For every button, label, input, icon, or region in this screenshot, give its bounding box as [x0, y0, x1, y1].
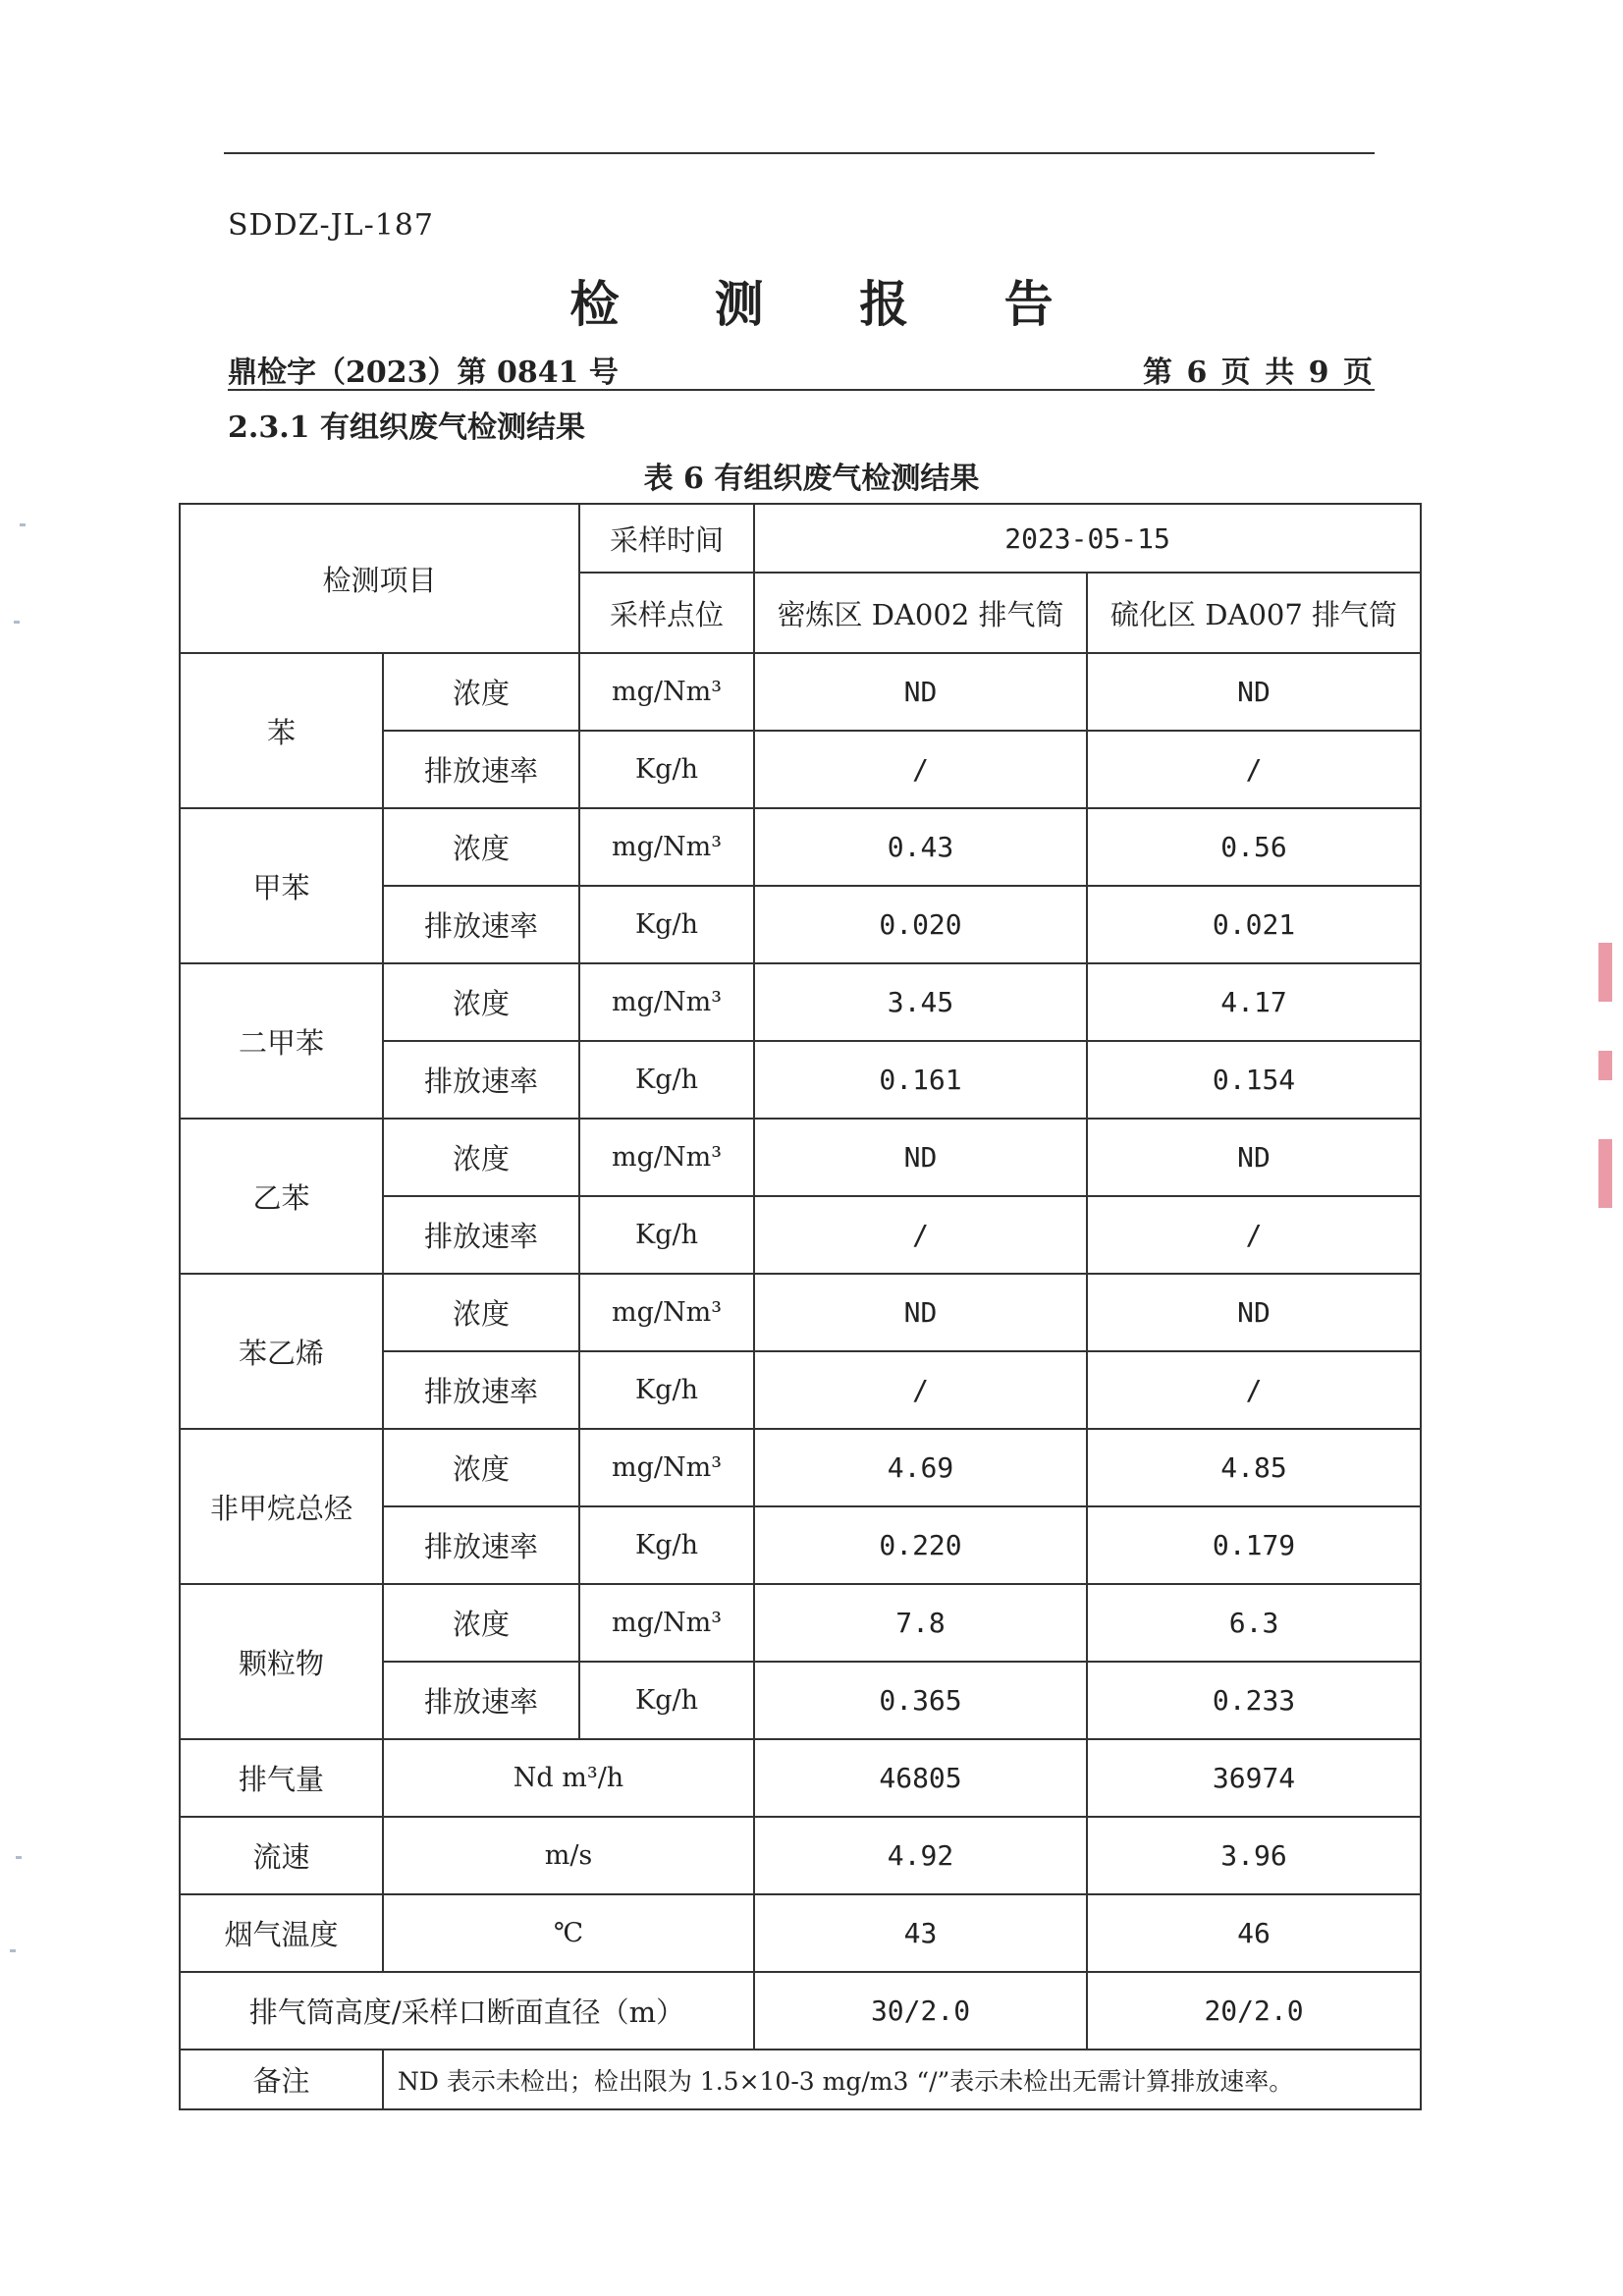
document-title: 检 测 报 告	[569, 275, 1093, 333]
pollutant-name: 二甲苯	[180, 963, 383, 1119]
page-indicator: 第 6 页 共 9 页	[1143, 355, 1375, 390]
unit-cell: mg/Nm³	[579, 963, 754, 1041]
value-cell: 20/2.0	[1087, 1972, 1421, 2050]
value-cell: /	[754, 731, 1087, 808]
pollutant-name: 非甲烷总烃	[180, 1429, 383, 1584]
metric-label: 浓度	[383, 808, 579, 886]
unit-cell: m/s	[383, 1817, 754, 1894]
value-cell: ND	[1087, 1119, 1421, 1196]
value-cell: 4.69	[754, 1429, 1087, 1506]
unit-cell: mg/Nm³	[579, 1584, 754, 1662]
value-cell: 0.56	[1087, 808, 1421, 886]
table-row	[180, 2050, 1421, 2109]
unit-cell: mg/Nm³	[579, 1119, 754, 1196]
unit-cell: Kg/h	[579, 1506, 754, 1584]
table-row	[180, 1274, 1421, 1351]
value-cell: 0.179	[1087, 1506, 1421, 1584]
value-cell: 0.021	[1087, 886, 1421, 963]
param-name: 排气量	[180, 1739, 383, 1817]
value-cell: ND	[1087, 1274, 1421, 1351]
pollutant-name: 苯	[180, 653, 383, 808]
value-cell: 6.3	[1087, 1584, 1421, 1662]
value-cell: 4.17	[1087, 963, 1421, 1041]
reference-number: 鼎检字（2023）第 0841 号	[228, 355, 619, 390]
value-cell: ND	[1087, 653, 1421, 731]
unit-cell: Kg/h	[579, 1041, 754, 1119]
scan-speck	[10, 1949, 16, 1952]
table-row	[180, 1972, 1421, 2050]
table-row	[180, 1817, 1421, 1894]
value-cell: 3.45	[754, 963, 1087, 1041]
header-rule	[224, 152, 1375, 154]
sampling-point-1: 密炼区 DA002 排气筒	[754, 573, 1087, 653]
stamp-fragment	[1598, 1051, 1612, 1080]
value-cell: ND	[754, 1119, 1087, 1196]
item-header: 检测项目	[180, 504, 579, 653]
metric-label: 排放速率	[383, 1196, 579, 1274]
value-cell: 3.96	[1087, 1817, 1421, 1894]
value-cell: 0.43	[754, 808, 1087, 886]
unit-cell: Nd m³/h	[383, 1739, 754, 1817]
value-cell: /	[1087, 1196, 1421, 1274]
metric-label: 排放速率	[383, 1041, 579, 1119]
table-row	[180, 808, 1421, 886]
table-row	[180, 653, 1421, 731]
metric-label: 浓度	[383, 1274, 579, 1351]
param-name: 烟气温度	[180, 1894, 383, 1972]
unit-cell: Kg/h	[579, 731, 754, 808]
value-cell: 46805	[754, 1739, 1087, 1817]
table-row	[180, 1584, 1421, 1662]
metric-label: 排放速率	[383, 1506, 579, 1584]
remark-text: ND 表示未检出；检出限为 1.5×10-3 mg/m3 “/”表示未检出无需计算排放速率。	[383, 2050, 1421, 2109]
value-cell: /	[1087, 731, 1421, 808]
value-cell: ND	[754, 653, 1087, 731]
unit-cell: Kg/h	[579, 1196, 754, 1274]
table-row	[180, 1119, 1421, 1196]
pollutant-name: 苯乙烯	[180, 1274, 383, 1429]
metric-label: 浓度	[383, 1429, 579, 1506]
stack-label: 排气筒高度/采样口断面直径（m）	[180, 1972, 754, 2050]
value-cell: 0.020	[754, 886, 1087, 963]
value-cell: 46	[1087, 1894, 1421, 1972]
metric-label: 排放速率	[383, 886, 579, 963]
unit-cell: mg/Nm³	[579, 1429, 754, 1506]
table-row	[180, 1429, 1421, 1506]
remark-label: 备注	[180, 2050, 383, 2109]
scan-speck	[14, 621, 20, 624]
value-cell: 36974	[1087, 1739, 1421, 1817]
param-name: 流速	[180, 1817, 383, 1894]
unit-cell: mg/Nm³	[579, 653, 754, 731]
value-cell: 0.220	[754, 1506, 1087, 1584]
sampling-point-label: 采样点位	[579, 573, 754, 653]
value-cell: 4.92	[754, 1817, 1087, 1894]
sampling-time-label: 采样时间	[579, 504, 754, 573]
value-cell: 43	[754, 1894, 1087, 1972]
unit-cell: mg/Nm³	[579, 1274, 754, 1351]
metric-label: 浓度	[383, 653, 579, 731]
sampling-date: 2023-05-15	[754, 504, 1421, 573]
metric-label: 排放速率	[383, 1351, 579, 1429]
metric-label: 浓度	[383, 1584, 579, 1662]
metric-label: 浓度	[383, 963, 579, 1041]
unit-cell: ℃	[383, 1894, 754, 1972]
section-heading: 2.3.1 有组织废气检测结果	[228, 410, 585, 445]
metric-label: 排放速率	[383, 1662, 579, 1739]
document-code: SDDZ-JL-187	[228, 208, 434, 243]
unit-cell: Kg/h	[579, 886, 754, 963]
table-row	[180, 963, 1421, 1041]
value-cell: 0.365	[754, 1662, 1087, 1739]
value-cell: /	[754, 1196, 1087, 1274]
unit-cell: mg/Nm³	[579, 808, 754, 886]
table-row	[180, 1739, 1421, 1817]
value-cell: /	[754, 1351, 1087, 1429]
sampling-point-2: 硫化区 DA007 排气筒	[1087, 573, 1421, 653]
pollutant-name: 甲苯	[180, 808, 383, 963]
value-cell: 7.8	[754, 1584, 1087, 1662]
results-table	[179, 503, 1422, 2110]
scan-speck	[20, 523, 26, 526]
stamp-fragment	[1598, 1139, 1612, 1208]
value-cell: ND	[754, 1274, 1087, 1351]
reference-line	[228, 348, 1375, 391]
unit-cell: Kg/h	[579, 1351, 754, 1429]
unit-cell: Kg/h	[579, 1662, 754, 1739]
pollutant-name: 乙苯	[180, 1119, 383, 1274]
pollutant-name: 颗粒物	[180, 1584, 383, 1739]
value-cell: /	[1087, 1351, 1421, 1429]
value-cell: 0.161	[754, 1041, 1087, 1119]
value-cell: 4.85	[1087, 1429, 1421, 1506]
table-caption: 表 6 有组织废气检测结果	[643, 462, 980, 496]
stamp-fragment	[1598, 943, 1612, 1002]
value-cell: 0.233	[1087, 1662, 1421, 1739]
scan-speck	[16, 1856, 22, 1859]
metric-label: 排放速率	[383, 731, 579, 808]
metric-label: 浓度	[383, 1119, 579, 1196]
value-cell: 30/2.0	[754, 1972, 1087, 2050]
value-cell: 0.154	[1087, 1041, 1421, 1119]
table-row	[180, 1894, 1421, 1972]
